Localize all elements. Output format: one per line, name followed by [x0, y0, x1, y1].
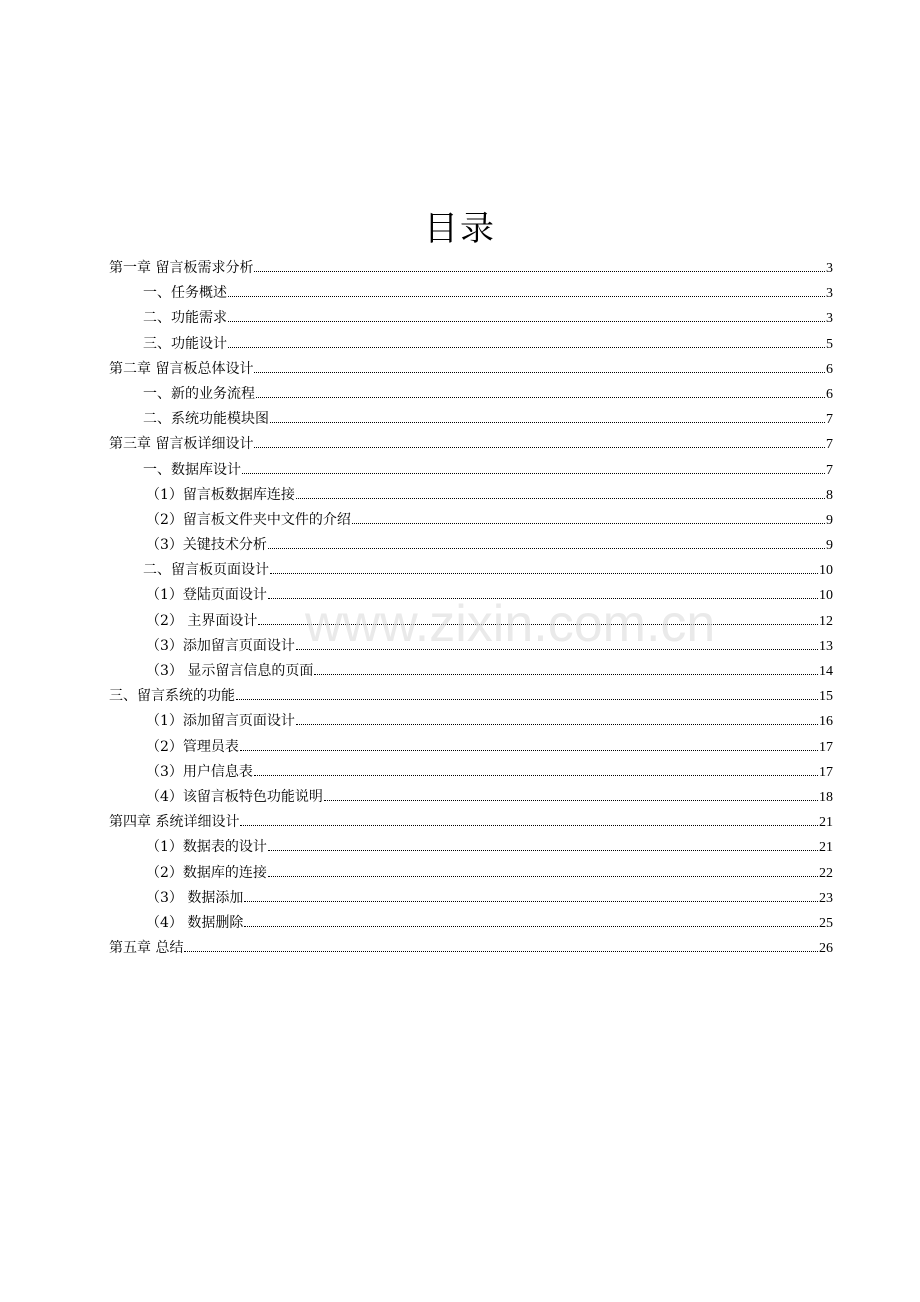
toc-dot-leader — [314, 674, 818, 675]
toc-dot-leader — [228, 347, 825, 348]
toc-entry[interactable] — [109, 382, 833, 407]
toc-entry-page-number: 7 — [826, 412, 833, 428]
toc-entry-label: 二、功能需求 — [143, 310, 227, 327]
toc-entry-page-number: 10 — [819, 588, 833, 604]
toc-entry[interactable] — [109, 861, 833, 886]
toc-entry-page-number: 21 — [819, 815, 833, 831]
toc-dot-leader — [244, 901, 818, 902]
toc-dot-leader — [296, 649, 818, 650]
toc-entry-label: 二、系统功能模块图 — [143, 411, 269, 428]
toc-dot-leader — [254, 271, 825, 272]
toc-dot-leader — [244, 926, 818, 927]
toc-dot-leader — [184, 951, 818, 952]
toc-entry-label: （4）该留言板特色功能说明 — [146, 788, 323, 805]
toc-entry-page-number: 3 — [826, 286, 833, 302]
toc-dot-leader — [242, 473, 825, 474]
toc-entry[interactable] — [109, 684, 833, 709]
toc-entry-page-number: 23 — [819, 890, 833, 906]
toc-entry-page-number: 3 — [826, 261, 833, 276]
toc-dot-leader — [268, 876, 818, 877]
toc-entry-page-number: 6 — [826, 361, 833, 377]
toc-entry[interactable] — [109, 886, 833, 911]
toc-entry-label: （4） 数据删除 — [146, 914, 244, 931]
toc-entry-page-number: 14 — [819, 664, 833, 679]
toc-entry[interactable] — [109, 432, 833, 457]
toc-entry[interactable] — [109, 911, 833, 936]
toc-entry-page-number: 13 — [819, 638, 833, 654]
toc-entry-label: 第四章 系统详细设计 — [109, 814, 240, 831]
toc-entry[interactable] — [109, 785, 833, 810]
toc-entry[interactable] — [109, 256, 833, 281]
toc-entry-label: （2） 主界面设计 — [146, 612, 258, 629]
toc-entry[interactable] — [109, 760, 833, 785]
toc-entry-label: 第三章 留言板详细设计 — [109, 436, 254, 453]
toc-dot-leader — [240, 750, 818, 751]
toc-dot-leader — [268, 850, 818, 851]
toc-dot-leader — [254, 447, 825, 448]
toc-dot-leader — [254, 372, 825, 373]
toc-entry[interactable] — [109, 357, 833, 382]
toc-entry[interactable] — [109, 281, 833, 306]
toc-entry-label: 一、任务概述 — [143, 285, 227, 302]
toc-entry[interactable] — [109, 306, 833, 331]
toc-entry-label: （1）留言板数据库连接 — [146, 486, 295, 503]
toc-entry-label: （1）登陆页面设计 — [146, 587, 267, 604]
toc-entry[interactable] — [109, 508, 833, 533]
toc-entry-label: （3） 数据添加 — [146, 889, 244, 906]
toc-entry-page-number: 3 — [826, 311, 833, 327]
toc-entry-page-number: 21 — [819, 840, 833, 856]
table-of-contents — [109, 256, 833, 961]
toc-entry[interactable] — [109, 609, 833, 634]
toc-entry-page-number: 9 — [826, 538, 833, 554]
toc-entry[interactable] — [109, 835, 833, 860]
toc-entry[interactable] — [109, 558, 833, 583]
toc-entry-page-number: 10 — [819, 563, 833, 579]
toc-dot-leader — [296, 724, 818, 725]
toc-entry-label: （2）数据库的连接 — [146, 864, 267, 881]
toc-entry-label: 三、留言系统的功能 — [109, 688, 235, 705]
toc-entry[interactable] — [109, 332, 833, 357]
toc-dot-leader — [324, 800, 818, 801]
toc-entry[interactable] — [109, 709, 833, 734]
toc-entry-page-number: 18 — [819, 789, 833, 805]
toc-entry-page-number: 6 — [826, 386, 833, 402]
toc-entry-label: （3）用户信息表 — [146, 763, 253, 780]
toc-entry-page-number: 7 — [826, 462, 833, 478]
toc-entry-label: 二、留言板页面设计 — [143, 562, 269, 579]
toc-dot-leader — [268, 598, 818, 599]
toc-entry-label: 第一章 留言板需求分析 — [109, 260, 254, 276]
toc-entry-label: 一、新的业务流程 — [143, 385, 255, 402]
toc-entry-page-number: 15 — [819, 689, 833, 705]
toc-dot-leader — [228, 296, 825, 297]
watermark: www.zixin.com.cn — [305, 595, 716, 653]
toc-entry[interactable] — [109, 735, 833, 760]
toc-entry-label: （1）数据表的设计 — [146, 839, 267, 856]
toc-entry-page-number: 16 — [819, 714, 833, 730]
toc-dot-leader — [236, 699, 818, 700]
toc-entry-label: 一、数据库设计 — [143, 461, 241, 478]
toc-entry[interactable] — [109, 810, 833, 835]
toc-dot-leader — [254, 775, 818, 776]
toc-entry-label: （3）关键技术分析 — [146, 537, 267, 554]
toc-entry-page-number: 8 — [826, 487, 833, 503]
toc-entry-label: 第五章 总结 — [109, 940, 184, 957]
toc-dot-leader — [240, 825, 818, 826]
toc-entry[interactable] — [109, 407, 833, 432]
toc-entry-page-number: 12 — [819, 613, 833, 629]
toc-entry-label: （3）添加留言页面设计 — [146, 637, 295, 654]
toc-entry-label: （3） 显示留言信息的页面 — [146, 663, 314, 679]
toc-entry-page-number: 22 — [819, 865, 833, 881]
toc-entry[interactable] — [109, 659, 833, 684]
toc-entry-page-number: 17 — [819, 764, 833, 780]
toc-entry-page-number: 25 — [819, 915, 833, 931]
toc-dot-leader — [296, 498, 825, 499]
toc-dot-leader — [270, 422, 825, 423]
toc-entry-label: （2）管理员表 — [146, 738, 239, 755]
toc-entry-page-number: 26 — [819, 941, 833, 957]
toc-dot-leader — [228, 321, 825, 322]
toc-entry-page-number: 5 — [826, 336, 833, 352]
toc-entry-label: 第二章 留言板总体设计 — [109, 360, 254, 377]
toc-entry[interactable] — [109, 583, 833, 608]
toc-entry-label: 三、功能设计 — [143, 335, 227, 352]
toc-entry-label: （2）留言板文件夹中文件的介绍 — [146, 511, 351, 528]
toc-dot-leader — [352, 523, 825, 524]
toc-dot-leader — [256, 397, 825, 398]
toc-entry-page-number: 17 — [819, 739, 833, 755]
toc-dot-leader — [270, 573, 818, 574]
toc-entry-label: （1）添加留言页面设计 — [146, 713, 295, 730]
toc-dot-leader — [258, 624, 818, 625]
page-title: 目录 — [424, 209, 496, 249]
toc-entry[interactable] — [109, 483, 833, 508]
toc-entry[interactable] — [109, 634, 833, 659]
toc-entry[interactable] — [109, 936, 833, 961]
toc-entry[interactable] — [109, 533, 833, 558]
toc-entry-page-number: 7 — [826, 437, 833, 453]
toc-entry[interactable] — [109, 458, 833, 483]
toc-entry-page-number: 9 — [826, 512, 833, 528]
toc-dot-leader — [268, 548, 825, 549]
